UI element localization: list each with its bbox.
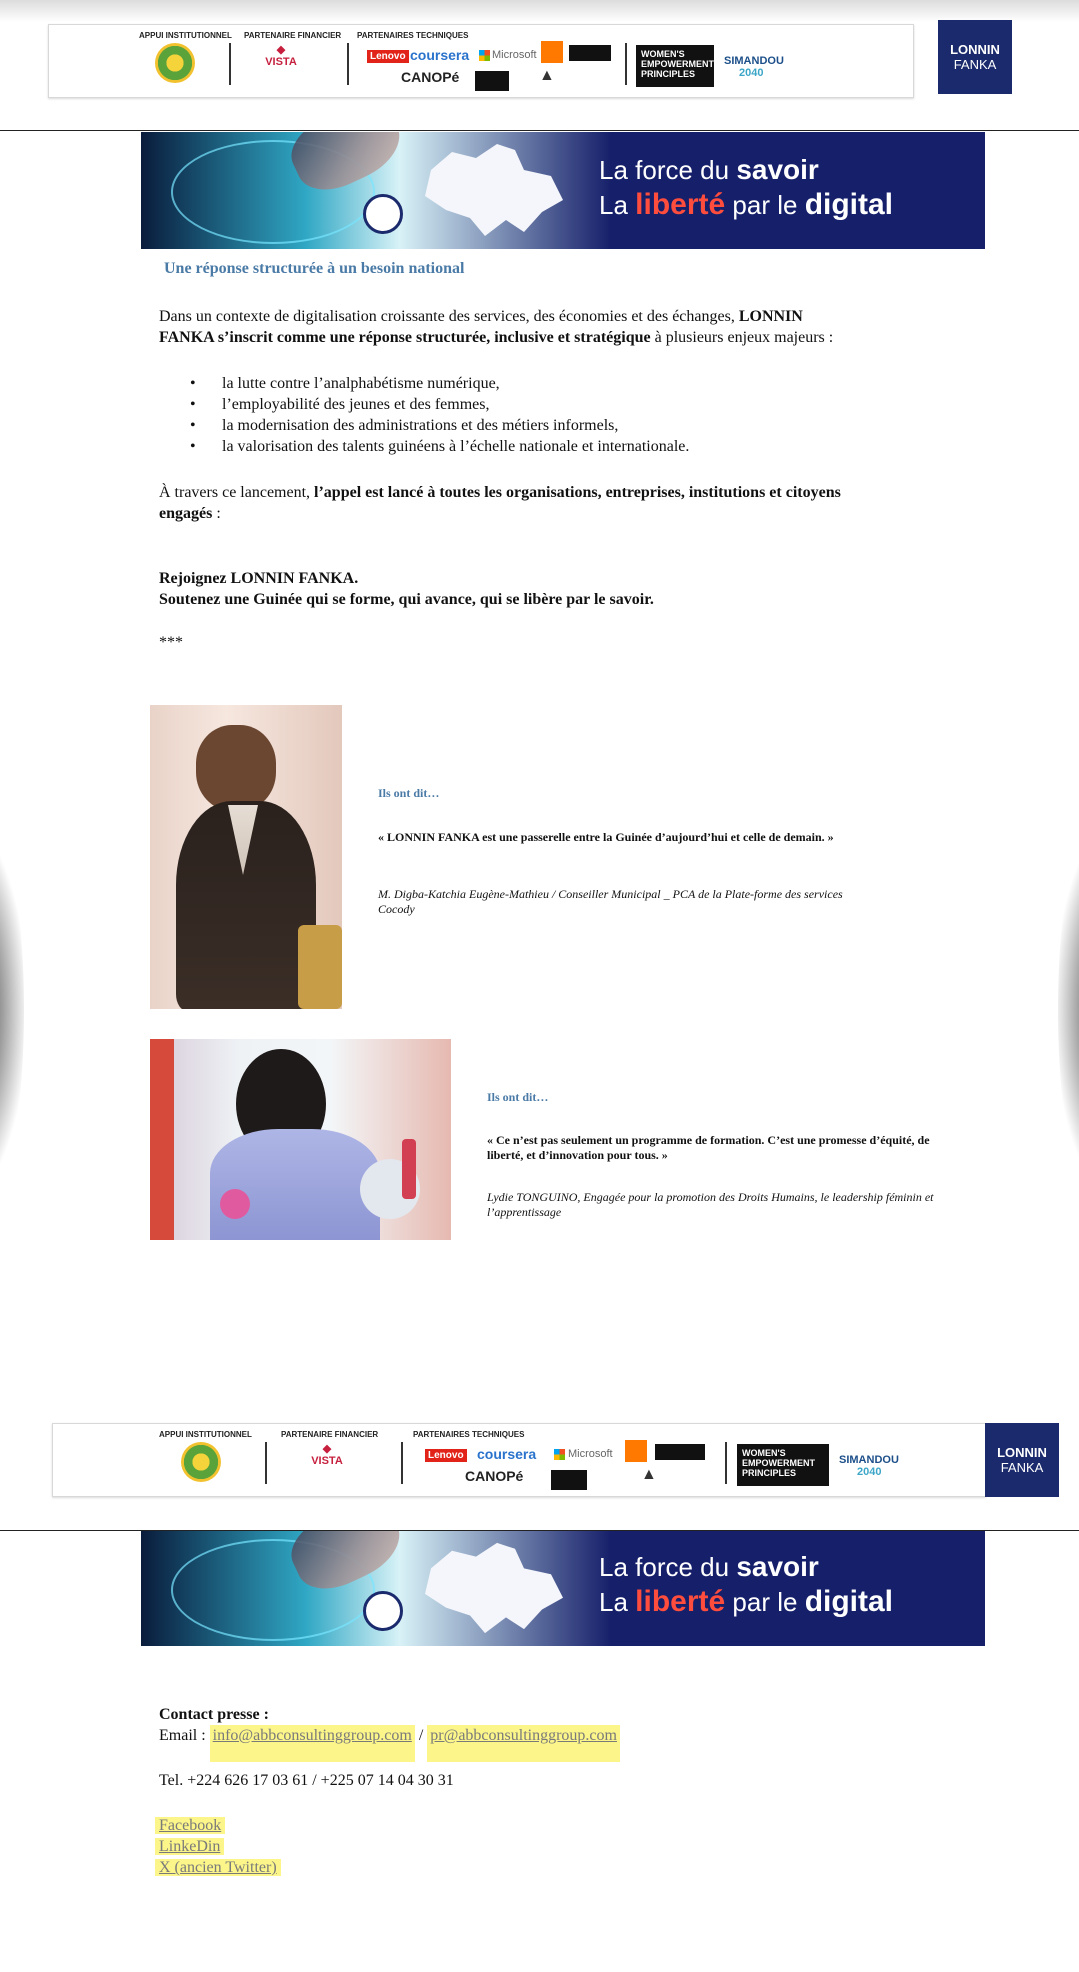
list-item: • la lutte contre l’analphabétisme numérique, bbox=[159, 373, 939, 394]
partners-strip-repeat bbox=[52, 1423, 986, 1497]
africa-map-icon: ▲ bbox=[539, 67, 555, 84]
divider bbox=[725, 1442, 727, 1484]
testimonial-2-title: Ils ont dit… bbox=[487, 1090, 549, 1104]
coursera-logo: coursera bbox=[410, 47, 470, 63]
canope-logo: CANOPé bbox=[401, 69, 460, 85]
list-item: • la modernisation des administrations et des métiers informels, bbox=[159, 415, 939, 436]
testimonial-2-quote: « Ce n’est pas seulement un programme de formation. C’est une promesse d’équité, de liberté, et d’innovation pour tous. » bbox=[487, 1133, 930, 1162]
partner-logo-dark bbox=[655, 1444, 705, 1460]
coursera-logo: coursera bbox=[477, 1446, 537, 1462]
label-technical: PARTENAIRES TECHNIQUES bbox=[357, 31, 469, 40]
label-financial: PARTENAIRE FINANCIER bbox=[244, 31, 342, 40]
ivory-coast-seal-icon bbox=[155, 43, 195, 83]
microsoft-icon bbox=[479, 50, 490, 61]
issues-list bbox=[159, 373, 939, 457]
contact-email-line: Email : info@abbconsultinggroup.com / pr@abbconsultinggroup.com bbox=[159, 1725, 620, 1762]
vista-logo: ◆ VISTA bbox=[265, 44, 297, 68]
scan-shadow-right bbox=[1058, 820, 1079, 1200]
separator-stars: *** bbox=[159, 634, 183, 651]
label-institutional: APPUI INSTITUTIONNEL bbox=[139, 31, 232, 40]
appeal-paragraph: À travers ce lancement, l’appel est lancé à toutes les organisations, entreprises, institutions et citoyens engagés : bbox=[159, 484, 841, 522]
simandou-year: 2040 bbox=[739, 67, 764, 79]
linkedin-link[interactable]: LinkeDin bbox=[159, 1838, 221, 1855]
testimonial-1-quote: « LONNIN FANKA est une passerelle entre la Guinée d’aujourd’hui et celle de demain. » bbox=[378, 830, 834, 844]
microsoft-icon bbox=[554, 1449, 565, 1460]
email-link-pr[interactable]: pr@abbconsultinggroup.com bbox=[430, 1727, 617, 1744]
list-item: • l’employabilité des jeunes et des femmes, bbox=[159, 394, 939, 415]
microsoft-logo: Microsoft bbox=[492, 49, 537, 61]
list-item: • la valorisation des talents guinéens à l’échelle nationale et internationale. bbox=[159, 436, 939, 457]
simandou-logo: SIMANDOU bbox=[724, 55, 784, 67]
social-links bbox=[155, 1815, 281, 1878]
wifi-check-icon bbox=[363, 194, 403, 234]
portrait-photo-woman bbox=[150, 1039, 451, 1240]
x-twitter-link[interactable]: X (ancien Twitter) bbox=[159, 1859, 277, 1876]
lenovo-logo: Lenovo bbox=[367, 50, 409, 63]
facebook-link[interactable]: Facebook bbox=[159, 1817, 222, 1834]
divider bbox=[401, 1442, 403, 1484]
canope-logo: CANOPé bbox=[465, 1468, 524, 1484]
africa-map-icon: ▲ bbox=[641, 1466, 657, 1483]
partners-strip bbox=[48, 24, 914, 98]
label-institutional: APPUI INSTITUTIONNEL bbox=[159, 1430, 252, 1439]
label-financial: PARTENAIRE FINANCIER bbox=[281, 1430, 379, 1439]
weps-logo: WOMEN'S EMPOWERMENT PRINCIPLES bbox=[636, 45, 714, 87]
header-rule bbox=[0, 130, 1079, 131]
call-to-action: Rejoignez LONNIN FANKA. Soutenez une Guinée qui se forme, qui avance, qui se libère par le savoir. bbox=[159, 570, 654, 608]
lonnin-fanka-logo: LONNIN FANKA bbox=[938, 20, 1012, 94]
weps-logo: WOMEN'S EMPOWERMENT PRINCIPLES bbox=[737, 1444, 829, 1486]
vista-logo: ◆ VISTA bbox=[311, 1443, 343, 1467]
email-link-info[interactable]: info@abbconsultinggroup.com bbox=[212, 1727, 412, 1744]
contact-heading: Contact presse : bbox=[159, 1706, 269, 1723]
top-fade bbox=[0, 0, 1079, 22]
partner-card-icon bbox=[551, 1470, 587, 1490]
microsoft-logo: Microsoft bbox=[568, 1448, 613, 1460]
testimonial-1-title: Ils ont dit… bbox=[378, 786, 440, 800]
portrait-photo-man bbox=[150, 705, 342, 1009]
contact-phone: Tel. +224 626 17 03 61 / +225 07 14 04 30 31 bbox=[159, 1772, 454, 1789]
ivory-coast-seal-icon bbox=[181, 1442, 221, 1482]
label-technical: PARTENAIRES TECHNIQUES bbox=[413, 1430, 525, 1439]
simandou-logo: SIMANDOU bbox=[839, 1454, 899, 1466]
partner-card-icon bbox=[475, 71, 509, 91]
divider bbox=[347, 43, 349, 85]
lonnin-fanka-logo: LONNIN FANKA bbox=[985, 1423, 1059, 1497]
partner-logo-dark bbox=[569, 45, 611, 61]
divider bbox=[229, 43, 231, 85]
hero-banner-repeat: La force du savoir La liberté par le digital bbox=[141, 1531, 985, 1646]
simandou-year: 2040 bbox=[857, 1466, 882, 1478]
wifi-check-icon bbox=[363, 1591, 403, 1631]
scan-shadow-left bbox=[0, 820, 24, 1200]
lenovo-logo: Lenovo bbox=[425, 1449, 467, 1462]
section-title: Une réponse structurée à un besoin national bbox=[164, 260, 465, 277]
divider bbox=[625, 43, 627, 85]
intro-paragraph: Dans un contexte de digitalisation croissante des services, des économies et des échanges, LONNIN FANKA s’inscrit comme une réponse structurée, inclusive et stratégique à plusieurs enjeux majeurs : bbox=[159, 308, 834, 346]
testimonial-1-author: M. Digba-Katchia Eugène-Mathieu / Conseiller Municipal _ PCA de la Plate-forme des services Cocody bbox=[378, 887, 843, 916]
orange-logo-icon bbox=[541, 41, 563, 63]
divider bbox=[265, 1442, 267, 1484]
testimonial-2-author: Lydie TONGUINO, Engagée pour la promotion des Droits Humains, le leadership féminin et l’apprentissage bbox=[487, 1190, 934, 1219]
orange-logo-icon bbox=[625, 1440, 647, 1462]
hero-banner: La force du savoir La liberté par le digital bbox=[141, 132, 985, 249]
